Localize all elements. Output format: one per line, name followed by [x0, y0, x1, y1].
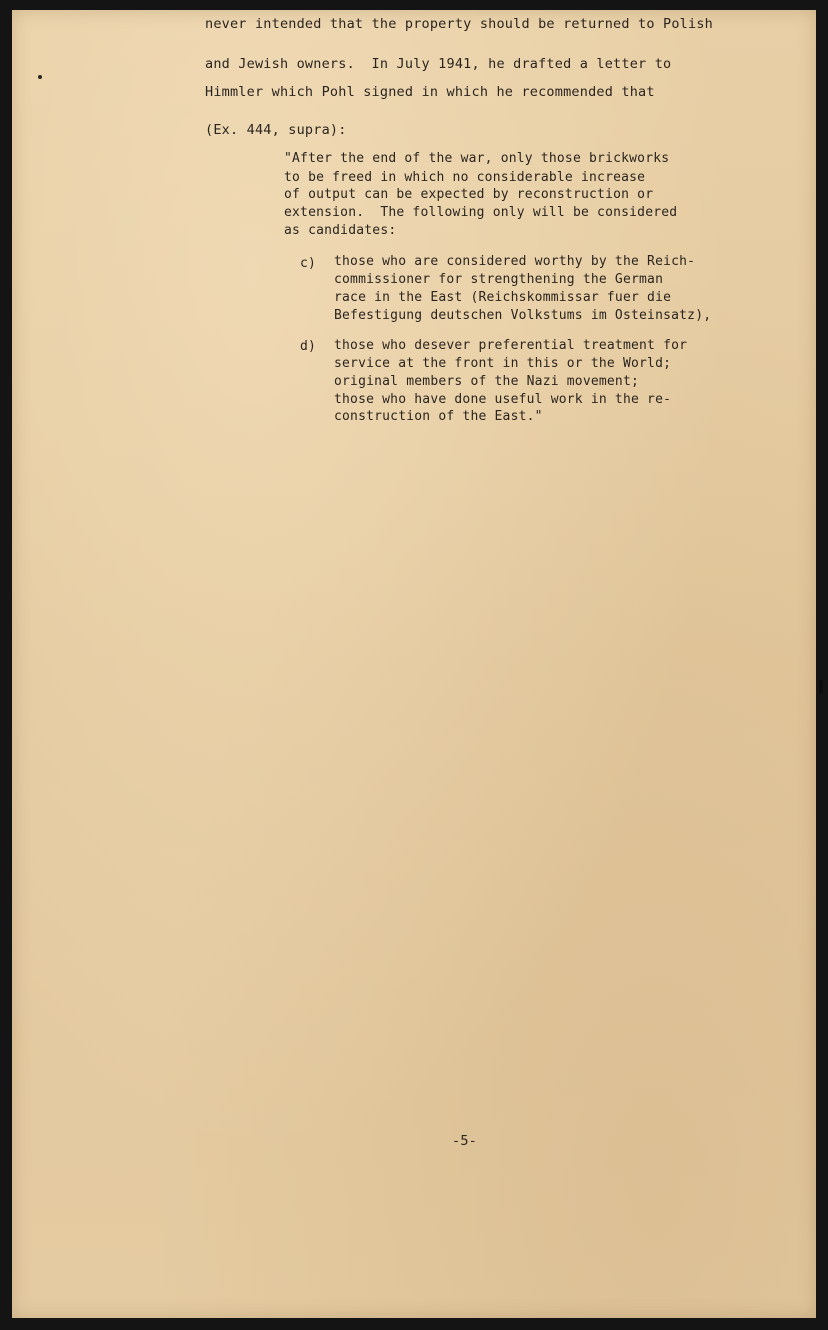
quote-line-1: "After the end of the war, only those brickworks: [284, 151, 670, 166]
typewritten-page: [12, 10, 816, 1318]
item-d-line-3: original members of the Nazi movement;: [334, 374, 640, 389]
quote-line-2: to be freed in which no considerable increase: [284, 170, 646, 185]
item-d-line-5: construction of the East.": [334, 409, 543, 424]
item-d-line-4: those who have done useful work in the re-: [334, 392, 672, 407]
item-c-line-1: those who are considered worthy by the Reich-: [334, 254, 696, 269]
item-c-line-2: commissioner for strengthening the German: [334, 272, 664, 287]
body-line-3: Himmler which Pohl signed in which he recommended that: [205, 84, 655, 100]
item-c-line-3: race in the East (Reichskommissar fuer die: [334, 290, 672, 305]
page-number: -5-: [452, 1133, 477, 1149]
item-d-line-2: service at the front in this or the World;: [334, 356, 672, 371]
stray-ink-dot: [38, 75, 42, 79]
quote-line-3: of output can be expected by reconstruction or: [284, 187, 654, 202]
scan-edge-mark: [819, 680, 823, 694]
item-d-line-1: those who desever preferential treatment for: [334, 338, 688, 353]
body-line-2: and Jewish owners. In July 1941, he drafted a letter to: [205, 56, 672, 72]
body-line-1: never intended that the property should be returned to Polish: [205, 16, 713, 32]
quote-line-4: extension. The following only will be considered: [284, 205, 678, 220]
item-c-line-4: Befestigung deutschen Volkstums im Osteinsatz),: [334, 308, 712, 323]
body-line-4: (Ex. 444, supra):: [205, 122, 347, 138]
item-c-label: c): [300, 256, 317, 271]
item-d-label: d): [300, 339, 317, 354]
quote-line-5: as candidates:: [284, 223, 397, 238]
